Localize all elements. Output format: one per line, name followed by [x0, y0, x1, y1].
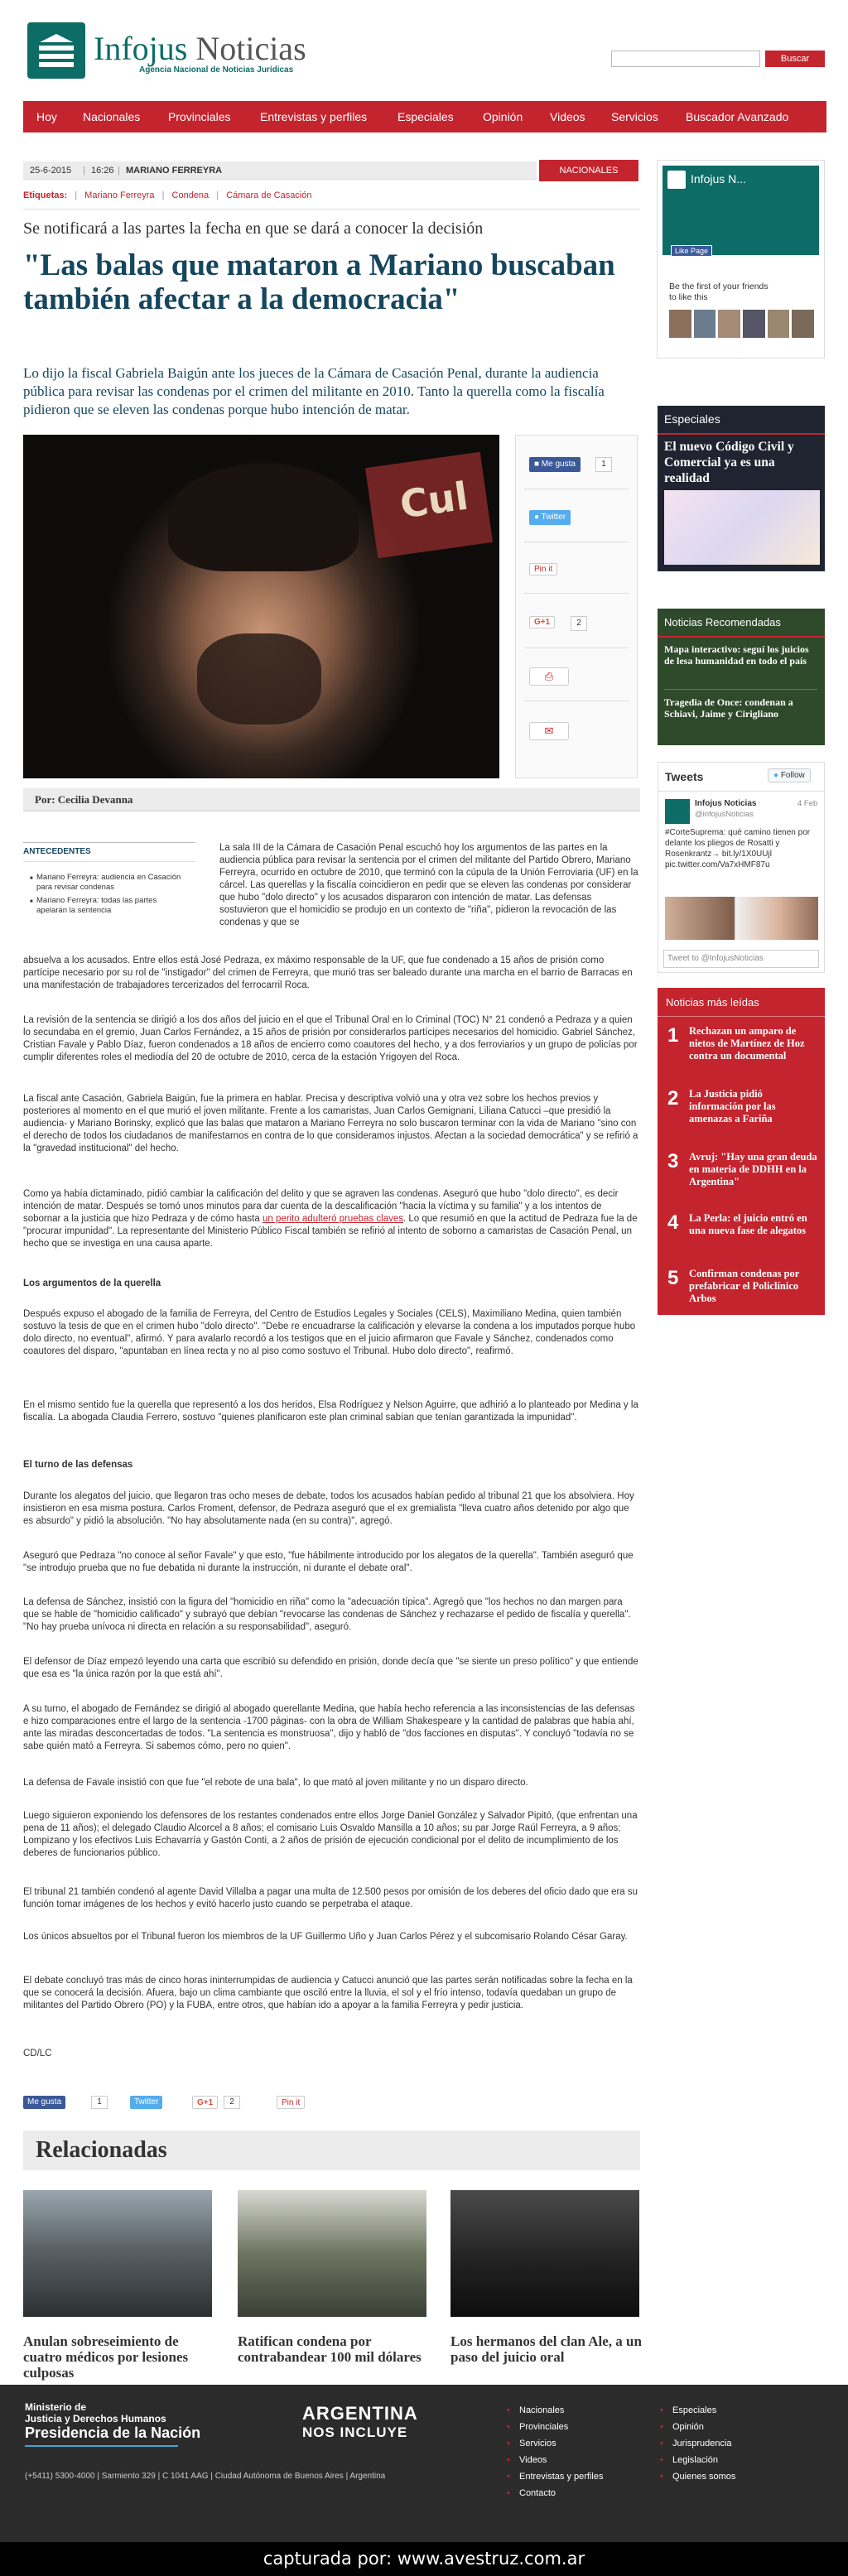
- infojus-logo-icon[interactable]: [27, 22, 85, 79]
- share-column: [515, 435, 638, 778]
- bottom-gplus-count: 2: [224, 2096, 240, 2109]
- paragraph-text: . Lo que resumió en que la actitud de Pedraza fue la de "procurar impunidad". La representante del Ministerio Público Fiscal también se refirió al intento de soborno a camaristas de Casación Penal, un hecho que se investiga en una causa aparte.: [23, 1214, 638, 1249]
- brand-name[interactable]: [94, 29, 306, 68]
- footer-address: (+5411) 5300-4000 | Sarmiento 329 | C 1041 AAG | Ciudad Autónoma de Buenos Aires | Argentina: [25, 2472, 386, 2481]
- subheading: El turno de las defensas: [23, 1460, 133, 1470]
- photo-sign-text: Cul: [397, 473, 471, 527]
- tweets-title: Tweets: [665, 770, 704, 783]
- tag-link[interactable]: Cámara de Casación: [226, 190, 312, 200]
- especiales-title: Especiales: [664, 412, 720, 426]
- brand-subtitle: Agencia Nacional de Noticias Jurídicas: [139, 65, 294, 75]
- tags-label: Etiquetas:: [23, 190, 68, 200]
- paragraph: La defensa de Favale insistió con que fue "el rebote de una bala", lo que mató al joven militante y no un disparo directo.: [23, 1778, 528, 1788]
- mas-leida-link[interactable]: Confirman condenas por prefabricar el Policlínico Arbos: [689, 1268, 800, 1304]
- twitter-widget: [658, 762, 825, 973]
- fb-like-label: Me gusta: [541, 460, 576, 469]
- fb-avatar: [694, 310, 716, 338]
- slogan-line1: ARGENTINA: [302, 2403, 418, 2424]
- fb-avatar-icon: [667, 171, 686, 189]
- nav-especiales[interactable]: Especiales: [398, 110, 454, 123]
- capture-credit: capturada por: www.avestruz.com.ar: [0, 2542, 848, 2576]
- divider: [23, 861, 195, 862]
- bottom-twitter[interactable]: Twitter: [130, 2096, 162, 2109]
- related-image[interactable]: [450, 2190, 639, 2317]
- paragraph-text: Como ya había dictaminado, pidió cambiar la calificación del delito y que se agraven las condenas. Aseguró que hubo "dolo directo", es decir intención de matar. Después se tomó unos minutos para dar cuenta de la descalificación "hacia la víctima y su familia" y a los intentos de sobornar a la justicia que hizo Pedraza y de cómo hasta: [23, 1189, 619, 1224]
- article-meta-bar: [23, 161, 537, 180]
- ministry-line1: Ministerio de: [25, 2401, 87, 2413]
- article-kicker: Se notificará a las partes la fecha en que se dará a conocer la decisión: [23, 219, 484, 238]
- meta-sep: |: [118, 166, 120, 176]
- article-date: 25-6-2015: [30, 166, 72, 176]
- rank-number: 4: [667, 1211, 679, 1234]
- paragraph: La fiscal ante Casación, Gabriela Baigún, fue la primera en hablar. Precisa y descriptiva volvió una y otra vez sobre los hechos previos y posteriores al momento en el que murió el joven militante. Frente a los camaristas, Juan Carlos Gemignani, Liliana Catucci –que presidió la audiencia- y Mariano Borinsky, explicó que las balas que mataron a Mariano Ferreyra no solo buscaron terminar con la vida de Mariano "sino con el derecho de todos los ciudadanos de manifestarnos en contra de lo que consideramos injustos. Afectan a la sociedad democrática" y se refirió a la "gravedad institucional" del hecho.: [23, 1094, 638, 1153]
- recomendada-link[interactable]: Tragedia de Once: condenan a Schiavi, Jaime y Cirigliano: [664, 696, 793, 720]
- footer-link[interactable]: Nacionales: [519, 2405, 565, 2415]
- slogan-line2: NOS INCLUYE: [302, 2424, 408, 2440]
- footer-link[interactable]: Videos: [519, 2455, 547, 2465]
- signature: CD/LC: [23, 2049, 52, 2058]
- footer-rule: [25, 2445, 178, 2447]
- fb-avatar: [669, 310, 691, 338]
- paragraph: Los únicos absueltos por el Tribunal fueron los miembros de la UF Guillermo Uño y Juan Carlos Pérez y el subcomisario Rolando César Garay.: [23, 1932, 628, 1942]
- footer-bullet-icon: •: [660, 2422, 663, 2432]
- fb-friend-avatars: [669, 310, 814, 338]
- meta-sep: |: [83, 166, 85, 176]
- gplus-count: 2: [571, 616, 587, 631]
- footer-link[interactable]: Provinciales: [519, 2422, 569, 2432]
- divider: [658, 1016, 825, 1017]
- article-author: Por: Cecilia Devanna: [23, 788, 640, 811]
- brand-infojus: Infojus: [94, 30, 188, 67]
- paragraph: El tribunal 21 también condenó al agente David Villalba a pagar una multa de 12.500 pesos por omisión de los deberes del oficio dado que era su función tomar imágenes de los hechos y evitó hacerlo justo cuando se perpetraba el ataque.: [23, 1887, 638, 1909]
- site-footer: [0, 2385, 848, 2542]
- tweet-user: Infojus Noticias: [695, 799, 757, 808]
- tweet-to-input[interactable]: Tweet to @InfojusNoticias: [663, 950, 819, 968]
- footer-bullet-icon: •: [507, 2455, 510, 2465]
- related-headline[interactable]: Anulan sobreseimiento de cuatro médicos por lesiones culposas: [23, 2333, 189, 2381]
- recomendadas-title: Noticias Recomendadas: [664, 616, 781, 628]
- especiales-image: [664, 490, 820, 565]
- search-button[interactable]: Buscar: [765, 51, 825, 67]
- nav-buscador[interactable]: Buscador Avanzado: [686, 110, 789, 123]
- rank-number: 5: [667, 1267, 679, 1289]
- email-icon[interactable]: ✉: [529, 722, 569, 740]
- footer-link[interactable]: Opinión: [672, 2422, 704, 2432]
- nav-servicios[interactable]: Servicios: [611, 110, 658, 123]
- related-image[interactable]: [23, 2190, 212, 2317]
- related-headline[interactable]: Los hermanos del clan Ale, a un paso del juicio oral: [450, 2333, 642, 2365]
- footer-link[interactable]: Contacto: [519, 2488, 556, 2498]
- search-input[interactable]: [611, 51, 760, 67]
- article-author-meta: MARIANO FERREYRA: [126, 166, 223, 176]
- tweet-avatar: [665, 799, 690, 824]
- related-image[interactable]: [238, 2190, 426, 2317]
- perito-link[interactable]: un perito adulteró pruebas claves: [262, 1214, 404, 1224]
- bottom-pinterest[interactable]: Pin it: [277, 2096, 305, 2109]
- paragraph: El defensor de Díaz empezó leyendo una carta que escribió su defendido en prisión, donde decía que "se siente un preso político" y que entiende que esa es "la única razón por la que está ahí".: [23, 1657, 638, 1679]
- twitter-button[interactable]: ● Twitter: [529, 510, 571, 525]
- paragraph: Aseguró que Pedraza "no conoce al señor Favale" y que esto, "fue hábilmente introducido por los alegatos de la querella". También aseguró que "se introdujo prueba que no fue debatida ni durante la instrucción, ni durante el debate oral".: [23, 1551, 634, 1573]
- recomendadas-box: [658, 609, 825, 745]
- footer-bullet-icon: •: [507, 2405, 510, 2415]
- print-icon[interactable]: ⎙: [529, 667, 569, 686]
- bird-icon: ●: [773, 771, 779, 780]
- antecedente-link[interactable]: ■ Mariano Ferreyra: audiencia en Casación para revisar condenas: [30, 873, 187, 893]
- bottom-gplus[interactable]: G+1: [192, 2096, 218, 2109]
- antecedente-link[interactable]: ■ Mariano Ferreyra: todas las partes apelarán la sentencia: [30, 896, 187, 916]
- tags-sep: |: [75, 190, 78, 200]
- paragraph: absuelva a los acusados. Entre ellos está José Pedraza, ex máximo responsable de la UF, que fue condenado a 15 años de prisión como partícipe necesario por su rol de "instigador" del crimen de Ferreyra, que murió tras ser baleado durante una marcha en el barrio de Barracas en una manifestación de trabajadores tercerizados del ferrocarril Roca.: [23, 956, 633, 990]
- mas-leida-link[interactable]: La Justicia pidió información por las amenazas a Fariña: [689, 1088, 776, 1124]
- google-plus-button[interactable]: G+1: [529, 616, 555, 628]
- nav-nacionales[interactable]: Nacionales: [83, 110, 141, 123]
- footer-link[interactable]: Servicios: [519, 2439, 556, 2448]
- footer-bullet-icon: •: [660, 2472, 663, 2482]
- subheading: Los argumentos de la querella: [23, 1278, 161, 1288]
- paragraph: La revisión de la sentencia se dirigió a los dos años del juicio en el que el Tribunal Oral en lo Criminal (TOC) N° 21 condenó a Pedraza y a quien lo secundaba en el gremio, Juan Carlos Fernández, a 15 años de prisión por considerarlos partícipes necesarios del homicidio. Gabriel Sánchez, Cristian Favale y Pablo Díaz, fueron condenados a 18 años de encierro como coautores del hecho, y a dos ferroviarios y un grupo de policías por cumplir diferentes roles el mediodía del 20 de octubre de 2010, cerca de la estación Yrigoyen del Roca.: [23, 1015, 638, 1062]
- rank-number: 3: [667, 1150, 679, 1172]
- tweet-date: 4 Feb: [797, 799, 818, 808]
- paragraph: [23, 1188, 640, 1250]
- footer-link[interactable]: Entrevistas y perfiles: [519, 2472, 604, 2482]
- antecedentes-list: [30, 873, 187, 919]
- facebook-widget: [657, 160, 825, 359]
- mas-leidas-box: [658, 988, 825, 1315]
- section-badge[interactable]: NACIONALES: [539, 160, 638, 181]
- fb-cover: [662, 166, 819, 255]
- fb-avatar: [792, 310, 814, 338]
- paragraph: Después expuso el abogado de la familia de Ferreyra, del Centro de Estudios Legales y Sociales (CELS), Maximiliano Medina, quien también sostuvo la tesis de que en el crimen hubo "dolo directo". "Debe re encuadrarse la calificación y elevarse la condena a los imputados porque hubo dolo directo, no eventual", afirmó. Y para avalarlo recordó a los testigos que en el juicio afirmaron que Favale y Sánchez, condenados como coautores del disparo, "apuntaban en línea recta y no al piso como sostuvo el Tribunal. Hubo dolo directo", reafirmó.: [23, 1309, 636, 1356]
- article-photo: [23, 435, 499, 778]
- rank-number: 1: [667, 1024, 679, 1047]
- article-lead: Lo dijo la fiscal Gabriela Baigún ante los jueces de la Cámara de Casación Penal, durante la audiencia pública para revisar las condenas por el crimen del militante en 2010. Tanto la querella como la fiscalía pidieron que se eleven las condenas porque hubo intención de matar.: [23, 365, 605, 417]
- tweet-image[interactable]: [665, 897, 818, 940]
- paragraph: Durante los alegatos del juicio, que llegaron tras ocho meses de debate, todos los acusados habían pedido al tribunal 21 que los absolviera. Hoy insistieron en esa misma postura. Carlos Froment, defensor, de Pedraza aseguró que el ex gremialista "lleva cuatro años detenido por algo que es absurdo" y pidió la absolución. "No hay absolutamente nada (en su contra)", agregó.: [23, 1491, 634, 1526]
- divider: [664, 689, 817, 690]
- recomendada-link[interactable]: Mapa interactivo: seguí los juicios de lesa humanidad en todo el país: [664, 643, 809, 667]
- paragraph: A su turno, el abogado de Fernández se dirigió al abogado querellante Medina, que había hecho referencia a las inconsistencias de las defensas e hizo comparaciones entre el largo de la sentencia -1700 páginas- con la obra de William Shakespeare y la cantidad de palabras que había ahí, ante las miradas desconcertadas de todos. "La sentencia es monstruosa", dijo y habló de "dos facciones en disputas". Y concluyó "todavía no se sabe quién mató a Ferreyra. Si sabemos cómo, pero no quien".: [23, 1704, 635, 1751]
- twitter-follow-button[interactable]: [768, 768, 811, 782]
- article-time: 16:26: [91, 166, 114, 176]
- tweet-text: #CorteSuprema: qué camino tienen por delante los pliegos de Rosatti y Rosenkrantz→ bit.ly/1X0UUjl pic.twitter.com/Va7xHMF87u: [665, 828, 811, 869]
- antecedentes-title: ANTECEDENTES: [23, 847, 91, 856]
- tags-sep: |: [216, 190, 219, 200]
- article-title: "Las balas que mataron a Mariano buscaban también afectar a la democracia": [23, 248, 615, 316]
- rank-number: 2: [667, 1087, 679, 1110]
- divider: [23, 842, 195, 843]
- divider: [658, 636, 825, 638]
- footer-bullet-icon: •: [507, 2472, 510, 2482]
- ministry-line3[interactable]: Presidencia de la Nación: [25, 2424, 201, 2441]
- photo-shape: [197, 633, 321, 725]
- twitter-label: Twitter: [541, 513, 566, 522]
- fb-avatar: [768, 310, 790, 338]
- nav-entrevistas[interactable]: Entrevistas y perfiles: [260, 110, 368, 123]
- nav-hoy[interactable]: Hoy: [36, 110, 57, 123]
- nav-videos[interactable]: Videos: [550, 110, 585, 123]
- footer-bullet-icon: •: [660, 2405, 663, 2415]
- fb-page-name: Infojus N...: [691, 172, 746, 185]
- footer-bullet-icon: •: [507, 2488, 510, 2498]
- fb-avatar: [743, 310, 765, 338]
- especiales-headline: El nuevo Código Civil y Comercial ya es una realidad: [664, 440, 794, 485]
- footer-bullet-icon: •: [507, 2439, 510, 2448]
- main-nav: [23, 101, 826, 132]
- tag-link[interactable]: Condena: [171, 190, 210, 200]
- photo-shape: [168, 464, 359, 571]
- brand-noticias: Noticias: [195, 30, 306, 67]
- mas-leida-link[interactable]: Avruj: "Hay una gran deuda en materia de DDHH en la Argentina": [689, 1151, 817, 1187]
- nav-provinciales[interactable]: Provinciales: [168, 110, 231, 123]
- mas-leidas-title: Noticias más leídas: [666, 996, 759, 1009]
- fb-like-page-button[interactable]: Like Page: [671, 245, 712, 257]
- footer-bullet-icon: •: [660, 2455, 663, 2465]
- tag-link[interactable]: Mariano Ferreyra: [84, 190, 155, 200]
- paragraph: La sala III de la Cámara de Casación Penal escuchó hoy los argumentos de las partes en la audiencia pública para revisar la sentencia por el crimen del militante del Partido Obrero, Mariano Ferreyra, ocurrido en octubre de 2010, que terminó con la cúpula de la Unión Ferroviaria (UF) en la cárcel. Las querellas y la fiscalía coincidieron en pedir que se eleven las condenas por considerar que hubo "dolo directo" y los acusados dispararon con intención de matar. Las defensas sostuvieron que el homicidio se produjo en un contexto de "riña", pidieron la revocación de las condenas y que se: [219, 843, 638, 927]
- tweet-handle: @infojusNoticias: [695, 810, 754, 819]
- fb-avatar: [718, 310, 740, 338]
- divider: [658, 433, 825, 435]
- follow-label: Follow: [780, 771, 805, 780]
- divider: [524, 593, 629, 594]
- nav-opinion[interactable]: Opinión: [483, 110, 523, 123]
- mas-leida-link[interactable]: La Perla: el juicio entró en una nueva fase de alegatos: [689, 1212, 807, 1236]
- bottom-like-count: 1: [91, 2096, 108, 2109]
- especiales-box[interactable]: [658, 406, 825, 571]
- ministry-line2: Justicia y Derechos Humanos: [25, 2413, 166, 2424]
- tags-row: [23, 190, 312, 200]
- paragraph: La defensa de Sánchez, insistió con la figura del "homicidio en riña" como la "adecuación típica". Agregó que "los hechos no dan margen para que se hable de "homicidio calificado" y subrayó que debían "revocarse las condenas de Sánchez y rechazarse el pedido de fiscalía y querella". "No hay prueba unívoca ni directa en relación a su responsabilidad", aseguró.: [23, 1597, 631, 1632]
- fb-text: Be the first of your friends to like this: [669, 282, 768, 302]
- pinterest-button[interactable]: Pin it: [529, 563, 557, 575]
- paragraph: En el mismo sentido fue la querella que representó a los dos heridos, Elsa Rodríguez y Nelson Aguirre, que adhirió a lo planteado por Medina y la fiscalía. La abogada Claudia Ferrero, sostuvo "quienes planificaron este plan criminal sabían que tenían garantizada la impunidad".: [23, 1400, 638, 1423]
- footer-bullet-icon: •: [507, 2422, 510, 2432]
- related-title: Relacionadas: [23, 2131, 640, 2170]
- divider: [658, 791, 824, 792]
- bottom-facebook-like[interactable]: Me gusta: [23, 2096, 65, 2109]
- footer-link[interactable]: Legislación: [672, 2455, 719, 2465]
- fb-like-count: 1: [595, 457, 612, 472]
- paragraph: El debate concluyó tras más de cinco horas ininterrumpidas de audiencia y Catucci anunció que las partes serán notificadas sobre la fecha en la que se conocerá la decisión. Afuera, bajo un clima cambiante que osciló entre la lluvia, el sol y el frío intenso, todavía quedaban un grupo de militantes del Partido Obrero (PO) y la FUBA, entre otros, que habían ido a apoyar a la familia Ferreyra y pedir justicia.: [23, 1976, 633, 2010]
- related-headline[interactable]: Ratifican condena por contrabandear 100 mil dólares: [238, 2333, 422, 2365]
- tags-sep: |: [161, 190, 165, 200]
- paragraph: Luego siguieron exponiendo los defensores de los restantes condenados entre ellos Jorge Daniel González y Salvador Pipitó, (que enfrentan una pena de 11 años); el delegado Claudio Alcorcel a 8 años; el comisario Luis Osvaldo Mansilla a 10 años; su par Jorge Raúl Ferreyra, a 9 años; Lompizano y los efectivos Luis Echavarría y Gastón Conti, a 2 años de prisión de ejecución condicional por el delito de incumplimiento de los deberes de funcionarios público.: [23, 1811, 638, 1858]
- footer-link[interactable]: Especiales: [672, 2405, 717, 2415]
- mas-leida-link[interactable]: Rechazan un amparo de nietos de Martínez de Hoz contra un documental: [689, 1025, 805, 1062]
- footer-link[interactable]: Jurisprudencia: [672, 2439, 732, 2448]
- footer-link[interactable]: Quienes somos: [672, 2472, 736, 2482]
- facebook-like-button[interactable]: ■ Me gusta: [529, 457, 581, 472]
- footer-bullet-icon: •: [660, 2439, 663, 2448]
